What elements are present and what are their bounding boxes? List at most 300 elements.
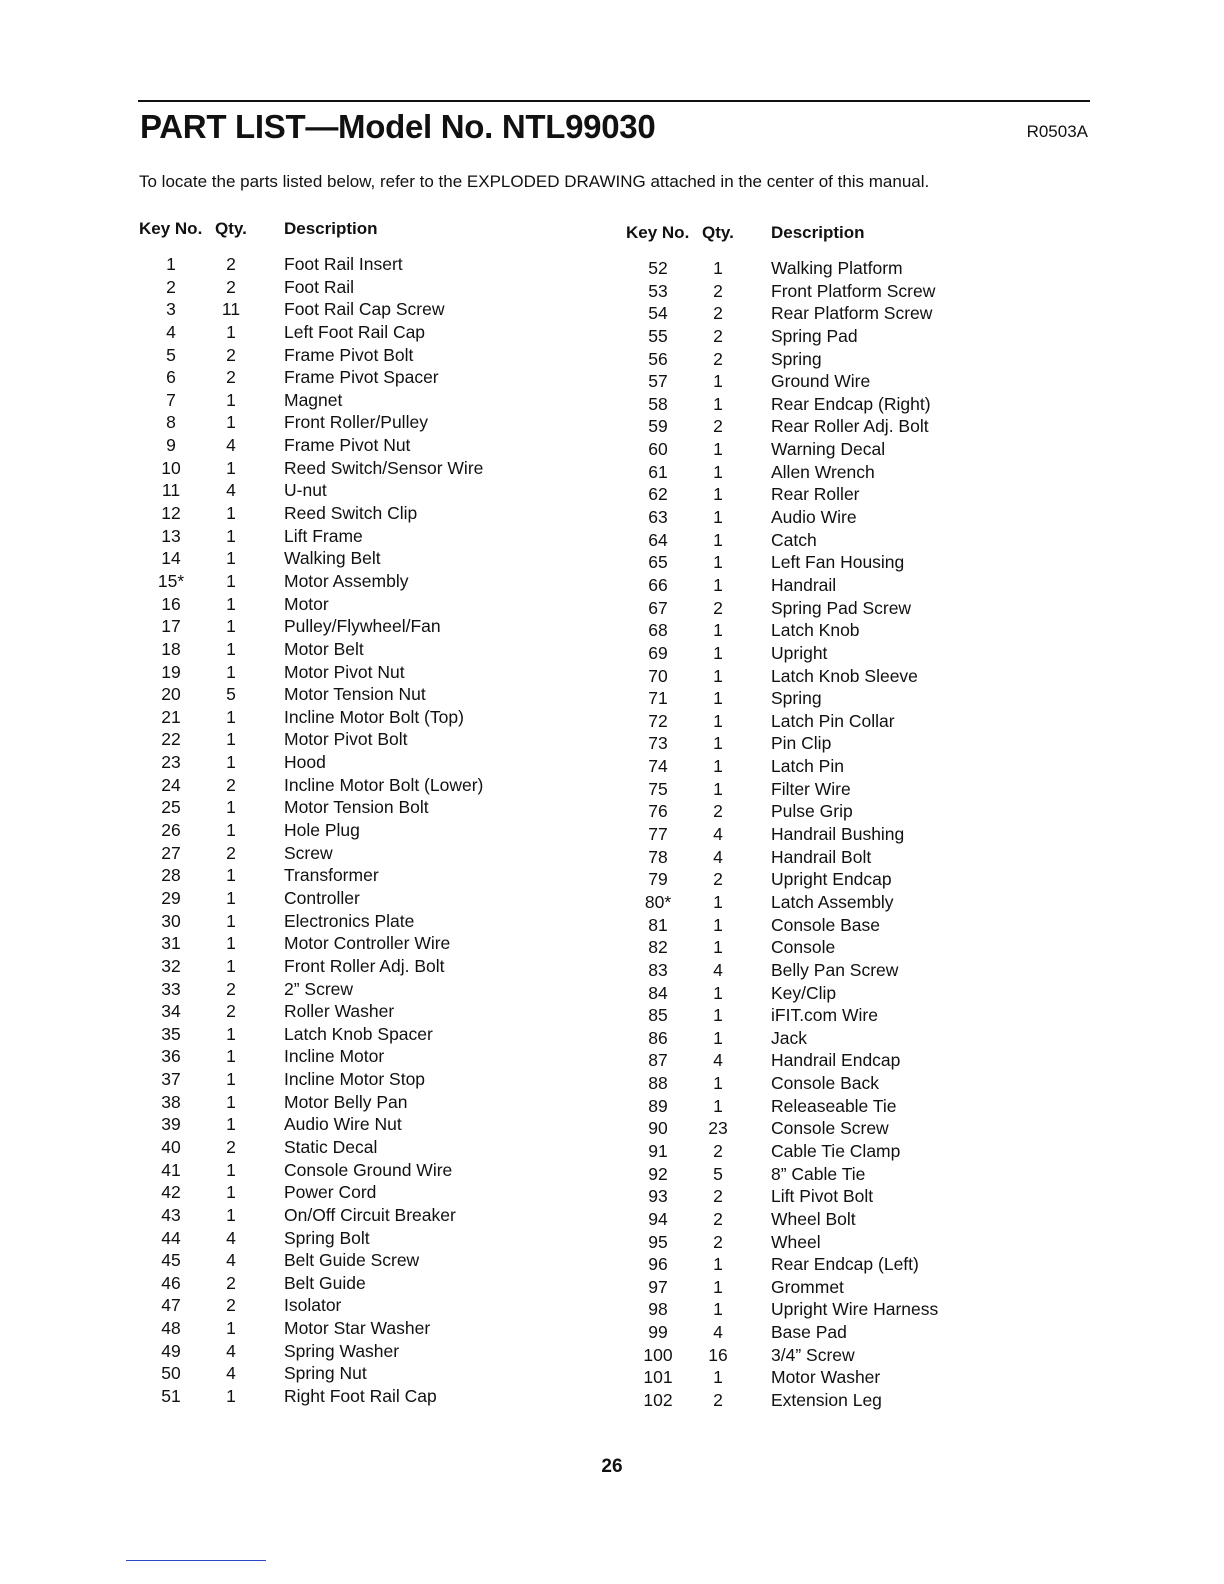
part-qty: 1 [713,393,723,414]
part-description: Electronics Plate [284,910,415,931]
part-description: Right Foot Rail Cap [284,1386,437,1407]
part-key-no: 64 [648,529,668,550]
part-description: Pulse Grip [771,801,853,822]
part-description: Spring [771,348,822,369]
footer-rule [126,1560,266,1561]
part-description: Front Roller/Pulley [284,412,428,433]
part-description: Grommet [771,1276,844,1297]
part-key-no: 5 [166,344,176,365]
part-key-no: 61 [648,461,668,482]
part-qty: 1 [226,729,236,750]
part-qty: 1 [226,1114,236,1135]
page-header [138,100,1090,148]
header-qty: Qty. [215,219,247,238]
part-qty: 4 [713,846,723,867]
part-key-no: 70 [648,665,668,686]
part-description: Pin Clip [771,733,832,754]
part-key-no: 78 [648,846,668,867]
part-description: Audio Wire [771,507,857,528]
part-qty: 1 [226,910,236,931]
part-qty: 1 [713,982,723,1003]
part-key-no: 79 [648,869,668,890]
part-key-no: 9 [166,435,176,456]
part-key-no: 17 [161,616,181,637]
part-qty: 1 [713,642,723,663]
part-qty: 1 [226,638,236,659]
part-description: Motor Controller Wire [284,933,451,954]
part-key-no: 69 [648,642,668,663]
part-qty: 11 [221,299,241,320]
part-key-no: 91 [648,1140,668,1161]
part-description: Motor Belly Pan [284,1091,408,1112]
part-key-no: 30 [161,910,181,931]
part-qty: 4 [713,959,723,980]
part-description: Walking Belt [284,548,381,569]
part-qty: 1 [226,820,236,841]
part-key-no: 40 [161,1136,181,1157]
part-key-no: 25 [161,797,181,818]
page-number: 26 [601,1456,623,1477]
part-key-no: 34 [161,1001,181,1022]
part-key-no: 88 [648,1073,668,1094]
part-description: Cable Tie Clamp [771,1140,901,1161]
part-qty: 1 [713,574,723,595]
part-key-no: 43 [161,1204,181,1225]
part-qty: 2 [226,1295,236,1316]
part-description: Belt Guide [284,1272,366,1293]
part-description: Frame Pivot Spacer [284,367,439,388]
part-qty: 1 [713,258,723,278]
part-key-no: 72 [648,710,668,731]
part-qty: 1 [226,593,236,614]
part-description: Rear Endcap (Left) [771,1254,919,1275]
page-title: PART LIST—Model No. NTL99030 [140,108,656,145]
part-qty: 5 [713,1163,723,1184]
part-description: Motor Belt [284,638,364,659]
part-key-no: 55 [648,325,668,346]
part-description: Belly Pan Screw [771,959,899,980]
part-qty: 1 [226,525,236,546]
part-description: Incline Motor Stop [284,1069,426,1090]
part-qty: 2 [713,348,723,369]
part-description: Latch Pin Collar [771,710,895,731]
part-qty: 1 [226,503,236,524]
part-qty: 4 [713,824,723,845]
part-qty: 1 [713,1254,723,1275]
part-key-no: 36 [161,1046,181,1067]
part-key-no: 22 [161,729,181,750]
part-description: Rear Roller [771,484,860,505]
part-qty: 4 [226,1227,236,1248]
part-key-no: 41 [161,1159,181,1180]
part-qty: 1 [713,371,723,392]
part-qty: 1 [713,756,723,777]
part-description: Motor Tension Nut [284,684,426,705]
part-key-no: 58 [648,393,668,414]
part-description: 3/4” Screw [771,1344,855,1365]
header-description: Description [284,219,378,238]
part-qty: 2 [713,869,723,890]
part-key-no: 38 [161,1091,181,1112]
part-qty: 1 [713,1095,723,1116]
part-key-no: 63 [648,507,668,528]
part-description: Power Cord [284,1182,377,1203]
part-description: Ground Wire [771,371,871,392]
part-qty: 1 [226,1386,236,1407]
part-key-no: 19 [161,661,181,682]
part-description: Jack [771,1027,807,1048]
part-description: Motor Pivot Bolt [284,729,408,750]
part-qty: 1 [713,484,723,505]
part-key-no: 74 [648,756,668,777]
part-description: Pulley/Flywheel/Fan [284,616,441,637]
part-description: Console Back [771,1073,879,1094]
part-description: Console Base [771,914,880,935]
part-key-no: 15* [157,570,185,591]
part-qty: 1 [226,1091,236,1112]
part-qty: 2 [713,1186,723,1207]
part-key-no: 44 [161,1227,181,1248]
part-key-no: 92 [648,1163,668,1184]
part-qty: 2 [226,1136,236,1157]
part-key-no: 23 [161,752,181,773]
part-key-no: 39 [161,1114,181,1135]
part-qty: 1 [713,439,723,460]
part-qty: 1 [226,706,236,727]
part-description: Motor [284,593,329,614]
part-description: Upright Endcap [771,869,892,890]
part-qty: 1 [713,688,723,709]
part-key-no: 14 [161,548,181,569]
part-key-no: 82 [648,937,668,958]
part-key-no: 76 [648,801,668,822]
part-key-no: 93 [648,1186,668,1207]
part-qty: 1 [713,1276,723,1297]
part-description: Latch Assembly [771,891,894,912]
part-key-no: 46 [161,1272,181,1293]
part-key-no: 3 [166,299,176,320]
part-qty: 1 [226,321,236,342]
part-qty: 1 [713,937,723,958]
part-description: Catch [771,529,817,550]
part-qty: 1 [713,914,723,935]
part-key-no: 96 [648,1254,668,1275]
part-key-no: 98 [648,1299,668,1320]
part-description: Left Fan Housing [771,552,905,573]
part-qty: 1 [713,665,723,686]
part-key-no: 2 [166,276,176,297]
part-description: Motor Tension Bolt [284,797,429,818]
part-description: On/Off Circuit Breaker [284,1204,456,1225]
part-description: Transformer [284,865,379,886]
part-qty: 1 [226,661,236,682]
part-key-no: 95 [648,1231,668,1252]
part-description: Console Screw [771,1118,889,1139]
part-key-no: 59 [648,416,668,437]
part-description: Left Foot Rail Cap [284,321,426,342]
part-key-no: 94 [648,1208,668,1229]
part-qty: 2 [226,978,236,999]
part-qty: 1 [226,389,236,410]
part-qty: 1 [713,778,723,799]
part-qty: 2 [713,1231,723,1252]
part-description: Belt Guide Screw [284,1250,420,1271]
part-description: Warning Decal [771,439,886,460]
part-qty: 2 [713,325,723,346]
part-description: Static Decal [284,1136,378,1157]
part-key-no: 31 [161,933,181,954]
part-key-no: 87 [648,1050,668,1071]
part-qty: 2 [713,1390,723,1411]
part-key-no: 71 [648,688,668,709]
part-key-no: 100 [643,1344,673,1365]
part-key-no: 42 [161,1182,181,1203]
part-key-no: 32 [161,955,181,976]
intro-text: To locate the parts listed below, refer to the EXPLODED DRAWING attached in the center of this manual. [139,172,930,191]
part-description: Spring Bolt [284,1227,370,1248]
part-key-no: 66 [648,574,668,595]
part-description: Roller Washer [284,1001,395,1022]
part-qty: 1 [226,1023,236,1044]
part-qty: 1 [713,507,723,528]
part-qty: 2 [713,1140,723,1161]
part-qty: 1 [713,620,723,641]
part-qty: 4 [226,435,236,456]
part-description: Incline Motor Bolt (Lower) [284,774,484,795]
part-description: Releaseable Tie [771,1095,897,1116]
part-description: Upright [771,642,828,663]
part-description: Lift Frame [284,525,363,546]
part-key-no: 60 [648,439,668,460]
part-key-no: 8 [166,412,176,433]
part-key-no: 54 [648,303,668,324]
part-description: Incline Motor [284,1046,385,1067]
part-qty: 1 [226,457,236,478]
part-description: Filter Wire [771,778,851,799]
part-qty: 23 [708,1118,728,1139]
part-description: Incline Motor Bolt (Top) [284,706,464,727]
part-description: Spring Pad Screw [771,597,912,618]
part-qty: 2 [713,1208,723,1229]
part-description: 8” Cable Tie [771,1163,866,1184]
part-description: Frame Pivot Nut [284,435,411,456]
part-qty: 1 [226,1159,236,1180]
part-description: Latch Pin [771,756,844,777]
part-qty: 2 [226,1272,236,1293]
part-qty: 1 [713,552,723,573]
part-qty: 1 [226,865,236,886]
part-key-no: 97 [648,1276,668,1297]
part-description: Reed Switch/Sensor Wire [284,457,484,478]
part-key-no: 12 [161,503,181,524]
part-qty: 4 [713,1322,723,1343]
header-description: Description [771,223,865,242]
part-description: Controller [284,887,360,908]
part-key-no: 67 [648,597,668,618]
part-qty: 2 [226,344,236,365]
part-qty: 2 [226,254,236,274]
part-description: Wheel [771,1231,821,1252]
part-description: Key/Clip [771,982,837,1003]
part-description: Handrail Bolt [771,846,872,867]
part-description: Hood [284,752,326,773]
part-key-no: 20 [161,684,181,705]
part-description: Handrail [771,574,837,595]
part-qty: 2 [713,280,723,301]
part-key-no: 57 [648,371,668,392]
part-key-no: 50 [161,1363,181,1384]
part-key-no: 80* [644,891,672,912]
part-description: Screw [284,842,333,863]
part-qty: 1 [713,1073,723,1094]
part-key-no: 81 [648,914,668,935]
part-description: 2” Screw [284,978,354,999]
part-key-no: 83 [648,959,668,980]
part-description: U-nut [284,480,327,501]
part-qty: 1 [713,710,723,731]
part-description: Allen Wrench [771,461,875,482]
part-qty: 1 [226,1204,236,1225]
part-key-no: 75 [648,778,668,799]
part-qty: 1 [226,548,236,569]
part-qty: 1 [226,616,236,637]
part-key-no: 11 [161,480,181,501]
part-description: Spring [771,688,822,709]
part-key-no: 89 [648,1095,668,1116]
part-description: Motor Assembly [284,570,409,591]
part-qty: 2 [226,774,236,795]
part-key-no: 28 [161,865,181,886]
part-description: Walking Platform [771,258,903,278]
part-qty: 1 [713,1367,723,1388]
part-description: Console [771,937,836,958]
part-qty: 1 [226,797,236,818]
part-key-no: 49 [161,1340,181,1361]
part-qty: 4 [713,1050,723,1071]
part-description: Isolator [284,1295,342,1316]
header-key-no: Key No. [139,219,203,238]
part-qty: 1 [226,933,236,954]
part-key-no: 99 [648,1322,668,1343]
part-description: Handrail Bushing [771,824,905,845]
part-qty: 2 [226,842,236,863]
part-key-no: 33 [161,978,181,999]
part-description: Rear Roller Adj. Bolt [771,416,929,437]
part-qty: 1 [226,570,236,591]
part-key-no: 1 [166,254,176,274]
part-key-no: 24 [161,774,181,795]
part-key-no: 90 [648,1118,668,1139]
part-description: Front Roller Adj. Bolt [284,955,445,976]
part-key-no: 102 [643,1390,673,1411]
part-qty: 4 [226,1363,236,1384]
part-description: iFIT.com Wire [771,1005,878,1026]
part-description: Spring Washer [284,1340,400,1361]
part-key-no: 68 [648,620,668,641]
part-key-no: 35 [161,1023,181,1044]
part-qty: 1 [226,1046,236,1067]
part-qty: 4 [226,480,236,501]
part-description: Spring Nut [284,1363,367,1384]
part-description: Rear Endcap (Right) [771,393,931,414]
part-description: Magnet [284,389,343,410]
part-key-no: 7 [166,389,176,410]
part-key-no: 27 [161,842,181,863]
part-description: Rear Platform Screw [771,303,933,324]
part-qty: 2 [713,303,723,324]
part-key-no: 101 [643,1367,673,1388]
header-key-no: Key No. [626,223,690,242]
part-qty: 1 [226,1182,236,1203]
part-description: Upright Wire Harness [771,1299,939,1320]
part-key-no: 73 [648,733,668,754]
part-description: Latch Knob [771,620,860,641]
part-qty: 2 [713,416,723,437]
part-description: Motor Pivot Nut [284,661,405,682]
part-key-no: 26 [161,820,181,841]
part-qty: 1 [713,1299,723,1320]
part-key-no: 56 [648,348,668,369]
part-key-no: 29 [161,887,181,908]
part-description: Latch Knob Spacer [284,1023,433,1044]
part-qty: 1 [713,891,723,912]
part-description: Foot Rail Insert [284,254,403,274]
part-key-no: 13 [161,525,181,546]
part-key-no: 48 [161,1318,181,1339]
part-key-no: 62 [648,484,668,505]
part-qty: 2 [226,276,236,297]
part-description: Latch Knob Sleeve [771,665,918,686]
part-description: Frame Pivot Bolt [284,344,414,365]
part-key-no: 65 [648,552,668,573]
part-description: Handrail Endcap [771,1050,901,1071]
part-description: Foot Rail [284,276,355,297]
document-code: R0503A [1026,122,1088,141]
part-qty: 1 [226,1318,236,1339]
part-description: Front Platform Screw [771,280,936,301]
part-key-no: 86 [648,1027,668,1048]
part-qty: 1 [713,1027,723,1048]
part-qty: 2 [713,801,723,822]
part-key-no: 4 [166,321,176,342]
part-qty: 1 [226,955,236,976]
part-key-no: 85 [648,1005,668,1026]
part-qty: 5 [226,684,236,705]
part-key-no: 53 [648,280,668,301]
part-key-no: 77 [648,824,668,845]
part-qty: 2 [226,367,236,388]
part-description: Reed Switch Clip [284,503,418,524]
part-description: Foot Rail Cap Screw [284,299,445,320]
part-qty: 1 [713,1005,723,1026]
part-description: Base Pad [771,1322,847,1343]
part-qty: 4 [226,1250,236,1271]
part-qty: 1 [713,529,723,550]
part-description: Extension Leg [771,1390,882,1411]
part-description: Hole Plug [284,820,360,841]
part-key-no: 52 [648,258,668,278]
part-description: Console Ground Wire [284,1159,453,1180]
part-qty: 1 [226,1069,236,1090]
part-description: Wheel Bolt [771,1208,856,1229]
part-key-no: 47 [161,1295,181,1316]
part-key-no: 45 [161,1250,181,1271]
part-qty: 1 [713,461,723,482]
part-key-no: 6 [166,367,176,388]
part-qty: 1 [226,412,236,433]
part-qty: 1 [226,752,236,773]
header-qty: Qty. [702,223,734,242]
